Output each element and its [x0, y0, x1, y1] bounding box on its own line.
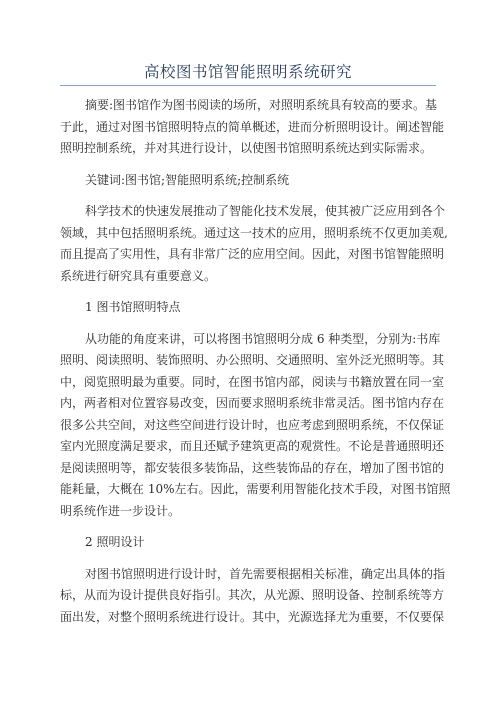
section-2-line: 标，从而为设计提供良好指引。其次，从光源、照明设备、控制系统等方	[60, 588, 445, 602]
section-1-line: 明系统作进一步设计。	[60, 503, 181, 518]
document-title: 高校图书馆智能照明系统研究	[143, 63, 352, 81]
intro-line: 系统进行研究具有重要意义。	[60, 268, 217, 283]
abstract-line: 照明控制系统，并对其进行设计，以使图书馆照明系统达到实际需求。	[60, 141, 433, 155]
section-1-line: 是阅读照明等，都安装很多装饰品，这些装饰品的存在，增加了图书馆的	[60, 460, 445, 475]
section-1-line: 能耗量，大概在 10%左右。因此，需要利用智能化技术手段，对图书馆照	[60, 482, 451, 496]
section-1-paragraph	[60, 329, 451, 523]
section-1-line: 从功能的角度来讲，可以将图书馆照明分成 6 种类型，分别为:书库	[85, 331, 441, 346]
section-1-line: 室内光照度满足要求，而且还赋予建筑更高的观赏性。不论是普通照明还	[60, 439, 445, 453]
section-2-heading: 2 照明设计	[85, 535, 145, 549]
section-1-line: 中，阅览照明最为重要。同时，在图书馆内部，阅读与书籍放置在同一室	[60, 374, 445, 389]
section-2-line: 对图书馆照明进行设计时，首先需要根据相关标准，确定出具体的指	[85, 566, 446, 581]
intro-line: 而且提高了实用性，具有非常广泛的应用空间。因此，对图书馆智能照明	[60, 247, 445, 261]
intro-line: 领域，其中包括照明系统。通过这一技术的应用，照明系统不仅更加美观,	[60, 225, 448, 240]
section-1-line: 内，两者相对位置容易改变，因而要求照明系统非常灵活。图书馆内存在	[60, 396, 445, 410]
abstract-line: 于此，通过对图书馆照明特点的简单概述，进而分析照明设计。阐述智能	[60, 119, 445, 134]
intro-line: 科学技术的快速发展推动了智能化技术发展，使其被广泛应用到各个	[85, 204, 446, 218]
section-2-line: 面出发，对整个照明系统进行设计。其中，光源选择尤为重要，不仅要保	[60, 609, 445, 624]
title-divider	[60, 85, 436, 86]
section-1-heading: 1 图书馆照明特点	[85, 300, 181, 314]
section-1-line: 照明、阅读照明、装饰照明、办公照明、交通照明、室外泛光照明等。其	[60, 353, 445, 367]
keywords: 关键词:图书馆;智能照明系统;控制系统	[85, 172, 290, 187]
abstract-line: 摘要:图书馆作为图书阅读的场所，对照明系统具有较高的要求。基	[85, 98, 438, 112]
intro-paragraph	[60, 201, 448, 287]
section-1-line: 很多公共空间，对这些空间进行设计时，也应考虑到照明系统，不仅保证	[60, 417, 445, 432]
document-body	[60, 95, 451, 638]
section-2-paragraph	[60, 564, 446, 629]
abstract-paragraph	[60, 95, 445, 160]
